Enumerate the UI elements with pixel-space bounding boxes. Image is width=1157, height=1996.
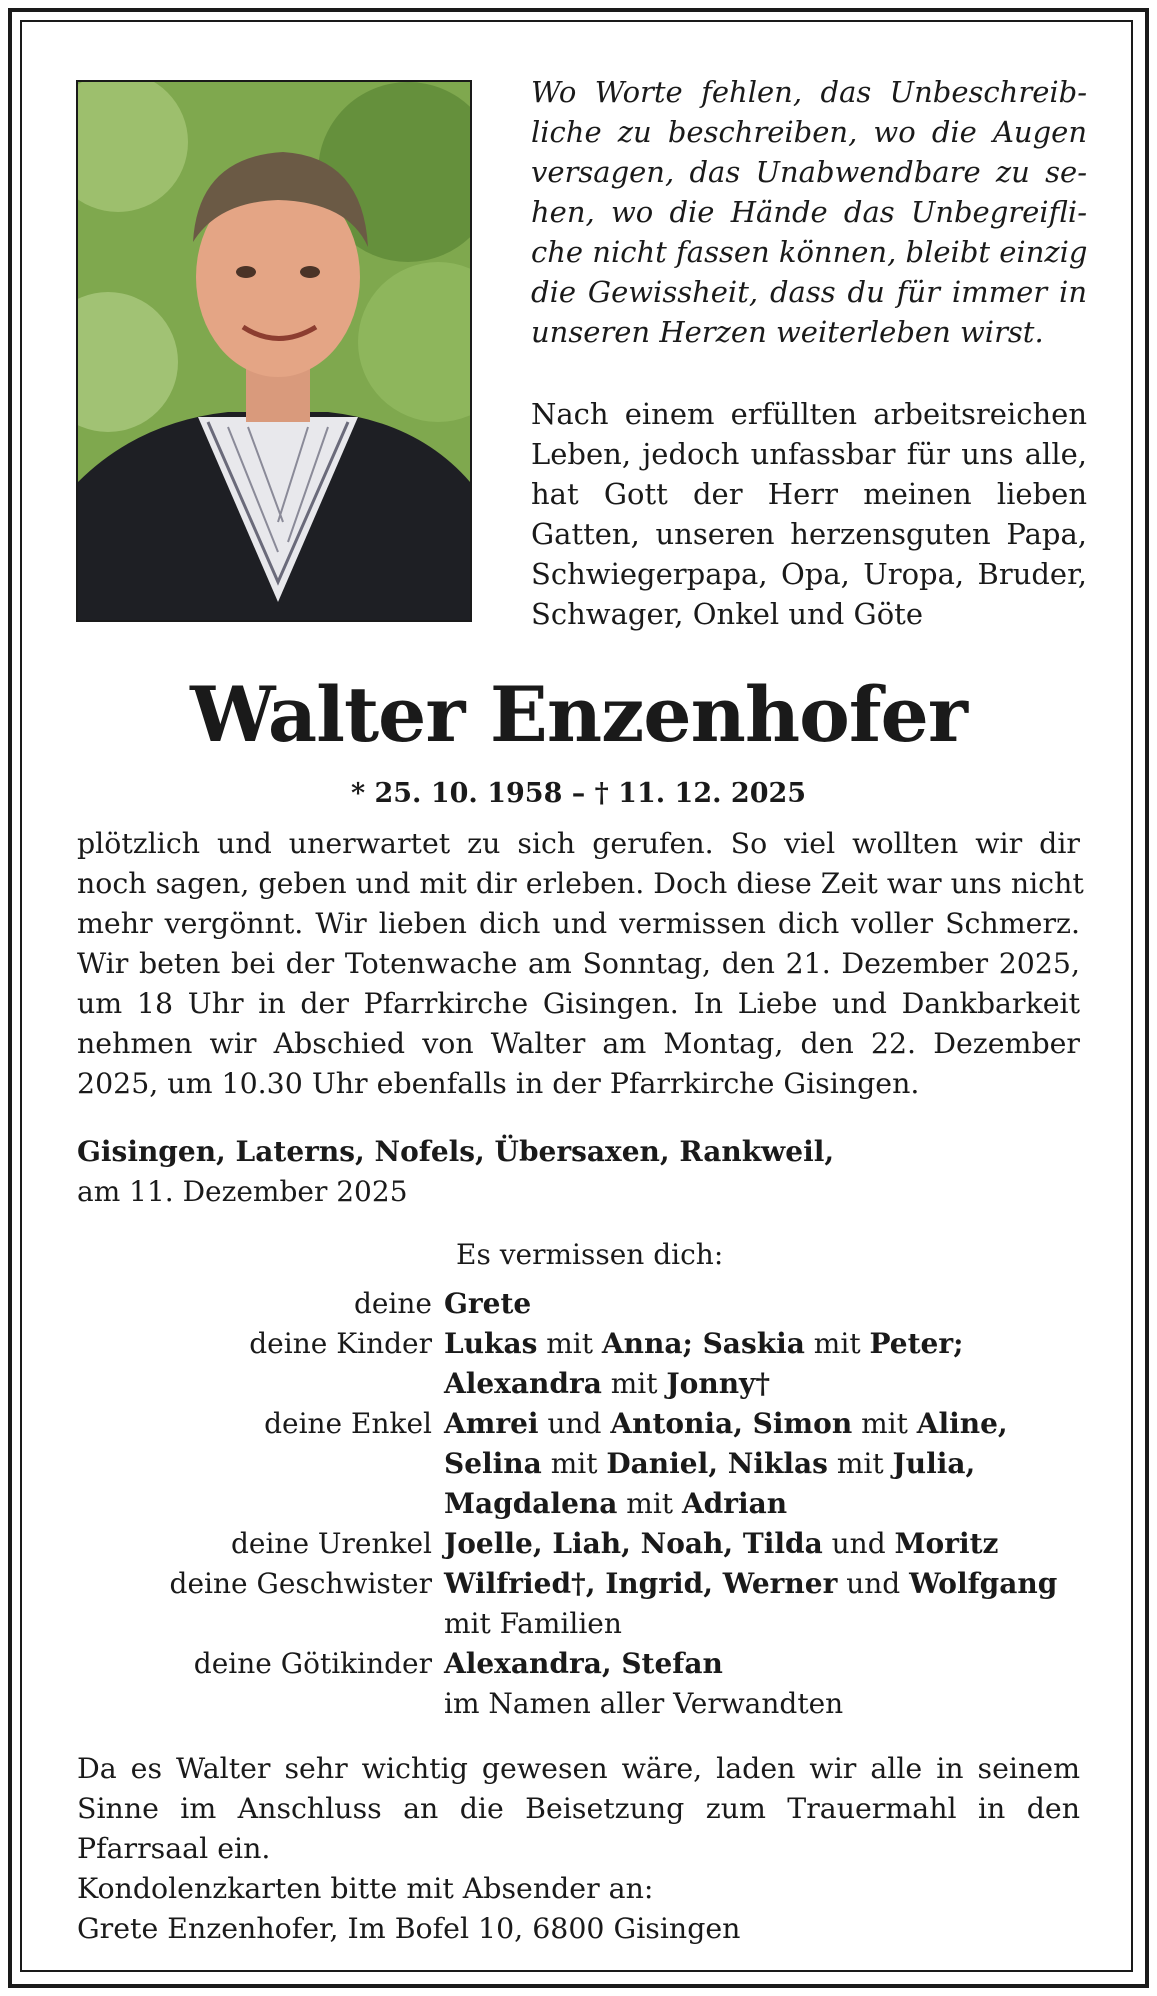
connector-text: und — [822, 1527, 895, 1560]
place-and-date — [77, 1132, 1077, 1212]
body-line: noch sagen, geben und mit dir erleben. Doch diese Zeit war uns nicht — [77, 867, 1084, 900]
intro-line: Leben, jedoch unfassbar für uns alle, — [531, 437, 1087, 471]
connector-text: mit — [537, 1327, 602, 1360]
family-row-godchildren — [77, 1644, 1087, 1684]
quote-line: die Gewissheit, dass du für immer in — [531, 275, 1087, 309]
family-row-great-grandchildren — [77, 1524, 1087, 1564]
closing-line: Pfarrsaal ein. — [77, 1832, 271, 1865]
family-row-children-cont — [77, 1364, 1087, 1404]
family-name: Grete — [444, 1287, 532, 1320]
family-name: Anna; Saskia — [601, 1327, 805, 1360]
portrait-illustration — [78, 82, 470, 620]
family-name: Joelle, Liah, Noah, Tilda — [444, 1527, 823, 1560]
connector-text: mit Familien — [444, 1607, 622, 1640]
family-row-siblings — [77, 1564, 1087, 1604]
family-name: Aline, — [916, 1407, 1008, 1440]
life-dates: * 25. 10. 1958 – † 11. 12. 2025 — [350, 778, 807, 809]
quote-line: hen, wo die Hände das Unbegreifli- — [531, 195, 1087, 229]
family-name: Wilfried†, Ingrid, Werner — [444, 1567, 838, 1600]
family-row-grandchildren — [77, 1404, 1087, 1444]
family-row-wife — [77, 1284, 1087, 1324]
body-line: Wir beten bei der Totenwache am Sonntag, den 21. Dezember 2025, — [77, 947, 1080, 980]
family-row-relatives — [77, 1684, 1087, 1724]
family-row-children — [77, 1324, 1087, 1364]
family-list — [77, 1284, 1087, 1724]
closing-line: Sinne im Anschluss an die Beisetzung zum Trauermahl in den — [77, 1792, 1080, 1825]
body-line: 2025, um 10.30 Uhr ebenfalls in der Pfarrkirche Gisingen. — [77, 1067, 920, 1100]
family-name: Magdalena — [444, 1487, 618, 1520]
family-heading: Es vermissen dich: — [456, 1238, 724, 1271]
announcement-text — [77, 824, 1084, 1104]
announcement-date: am 11. Dezember 2025 — [77, 1175, 408, 1208]
closing-line: Kondolenzkarten bitte mit Absender an: — [77, 1872, 654, 1905]
family-name: Daniel, Niklas — [606, 1447, 828, 1480]
closing-line: Grete Enzenhofer, Im Bofel 10, 6800 Gisingen — [77, 1912, 741, 1945]
deceased-name: Walter Enzenhofer — [190, 670, 967, 759]
intro-line: Nach einem erfüllten arbeitsreichen — [531, 397, 1087, 431]
body-line: um 18 Uhr in der Pfarrkirche Gisingen. In Liebe und Dankbarkeit — [77, 987, 1080, 1020]
body-line: plötzlich und unerwartet zu sich gerufen. So viel wollten wir dir — [77, 827, 1080, 860]
quote-line: Wo Worte fehlen, das Unbeschreib- — [531, 75, 1087, 109]
quote-line: liche zu beschreiben, wo die Augen — [531, 115, 1087, 149]
relation-label: deine Götikinder — [193, 1647, 432, 1680]
connector-text: und — [538, 1407, 611, 1440]
family-name: Alexandra, Stefan — [444, 1647, 723, 1680]
quote-line: unseren Herzen weiterleben wirst. — [531, 315, 1044, 349]
intro-line: Schwiegerpapa, Opa, Uropa, Bruder, — [531, 557, 1087, 591]
relatives-note: im Namen aller Verwandten — [444, 1687, 844, 1720]
connector-text: mit — [601, 1367, 667, 1400]
family-name: Moritz — [894, 1527, 999, 1560]
family-name: Jonny† — [666, 1367, 770, 1400]
portrait-photo — [76, 80, 472, 622]
family-row-grandchildren-cont2 — [77, 1484, 1087, 1524]
family-row-grandchildren-cont — [77, 1444, 1087, 1484]
family-row-siblings-cont — [77, 1604, 1087, 1644]
closing-line: Da es Walter sehr wichtig gewesen wäre, laden wir alle in seinem — [77, 1752, 1080, 1785]
connector-text: mit — [617, 1487, 682, 1520]
intro-line: Schwager, Onkel und Göte — [531, 597, 923, 631]
body-line: mehr vergönnt. Wir lieben dich und vermissen dich voller Schmerz. — [77, 907, 1080, 940]
relation-label: deine Urenkel — [230, 1527, 432, 1560]
intro-line: hat Gott der Herr meinen lieben — [531, 477, 1087, 511]
relation-label: deine Kinder — [249, 1327, 432, 1360]
body-line: nehmen wir Abschied von Walter am Montag, den 22. Dezember — [77, 1027, 1080, 1060]
family-name: Adrian — [681, 1487, 788, 1520]
connector-text: mit — [852, 1407, 917, 1440]
relation-label: deine Enkel — [264, 1407, 432, 1440]
quote-line: versagen, das Unabwendbare zu se- — [531, 155, 1087, 189]
opening-quote — [531, 72, 1087, 352]
family-name: Peter; — [869, 1327, 964, 1360]
connector-text: mit — [804, 1327, 870, 1360]
family-name: Julia, — [892, 1447, 976, 1480]
connector-text: und — [837, 1567, 910, 1600]
relation-label: deine Geschwister — [169, 1567, 432, 1600]
family-name: Wolfgang — [909, 1567, 1058, 1600]
family-name: Selina — [444, 1447, 542, 1480]
family-name: Lukas — [444, 1327, 538, 1360]
intro-line: Gatten, unseren herzensguten Papa, — [531, 517, 1087, 551]
places-list: Gisingen, Laterns, Nofels, Übersaxen, Rankweil, — [77, 1135, 835, 1168]
intro-text — [531, 394, 1087, 634]
relation-label: deine — [353, 1287, 432, 1320]
family-name: Alexandra — [444, 1367, 602, 1400]
family-name: Amrei — [444, 1407, 539, 1440]
closing-text — [77, 1749, 1080, 1949]
family-name: Antonia, Simon — [610, 1407, 853, 1440]
connector-text: mit — [827, 1447, 893, 1480]
connector-text: mit — [541, 1447, 607, 1480]
quote-line: che nicht fassen können, bleibt einzig — [531, 235, 1088, 269]
